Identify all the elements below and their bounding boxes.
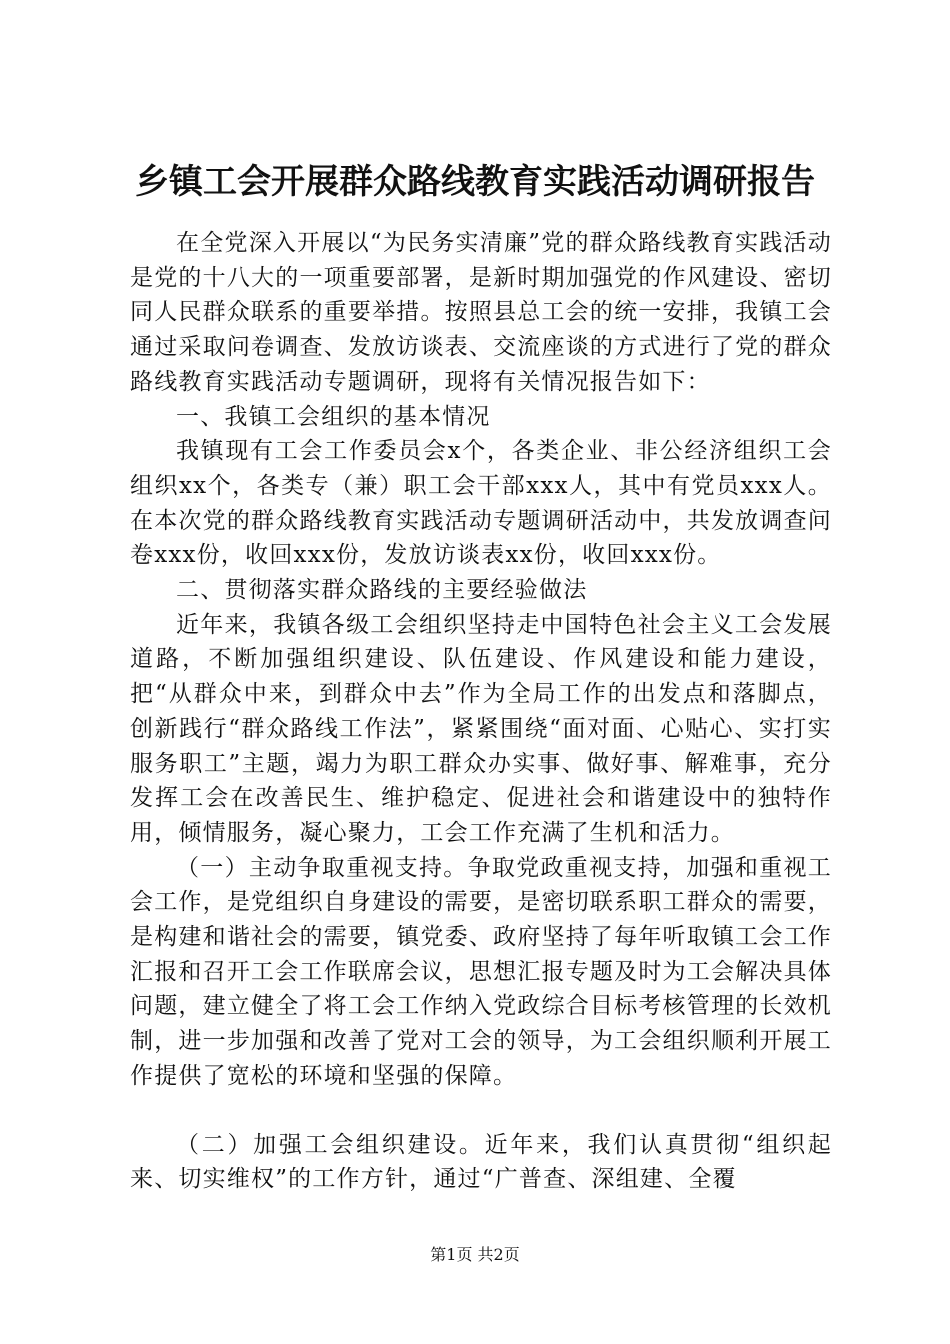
section-heading-1: 一、我镇工会组织的基本情况 xyxy=(176,403,491,430)
section-heading-2: 二、贯彻落实群众路线的主要经验做法 xyxy=(176,577,588,604)
paragraph-intro: 在全党深入开展以“为民务实清廉”党的群众路线教育实践活动是党的十八大的一项重要部署，是新时期加强党的作风建设、密切同人民群众联系的重要举措。按照县总工会的统一安排，我镇工会通过采取问卷调查、发放访谈表、交流座谈的方式进行了党的群众路线教育实践活动专题调研，现将有关情况报告如下： xyxy=(130,230,832,395)
paragraph-item-1: （一）主动争取重视支持。争取党政重视支持，加强和重视工会工作，是党组织自身建设的需要，是密切联系职工群众的需要，是构建和谐社会的需要，镇党委、政府坚持了每年听取镇工会工作汇报和召开工会工作联席会议，思想汇报专题及时为工会解决具体问题，建立健全了将工会工作纳入党政综合目标考核管理的长效机制，进一步加强和改善了党对工会的领导，为工会组织顺利开展工作提供了宽松的环境和坚强的保障。 xyxy=(130,854,832,1089)
paragraph-item-2: （二）加强工会组织建设。近年来，我们认真贯彻“组织起来、切实维权”的工作方针，通过“广普查、深组建、全覆 xyxy=(130,1131,832,1193)
page-number-footer: 第1页 共2页 xyxy=(430,1245,520,1264)
paragraph-experience: 近年来，我镇各级工会组织坚持走中国特色社会主义工会发展道路，不断加强组织建设、队伍建设、作风建设和能力建设，把“从群众中来，到群众中去”作为全局工作的出发点和落脚点，创新践行“群众路线工作法”，紧紧围绕“面对面、心贴心、实打实服务职工”主题，竭力为职工群众办实事、做好事、解难事，充分发挥工会在改善民生、维护稳定、促进社会和谐建设中的独特作用，倾情服务，凝心聚力，工会工作充满了生机和活力。 xyxy=(130,611,832,846)
paragraph-basic-situation: 我镇现有工会工作委员会x个，各类企业、非公经济组织工会组织xx个，各类专（兼）职工会干部xxx人，其中有党员xxx人。在本次党的群众路线教育实践活动专题调研活动中，共发放调查问卷xxx份，收回xxx份，发放访谈表xx份，收回xxx份。 xyxy=(130,438,832,569)
document-body xyxy=(130,226,832,1197)
document-title: 乡镇工会开展群众路线教育实践活动调研报告 xyxy=(135,162,815,202)
